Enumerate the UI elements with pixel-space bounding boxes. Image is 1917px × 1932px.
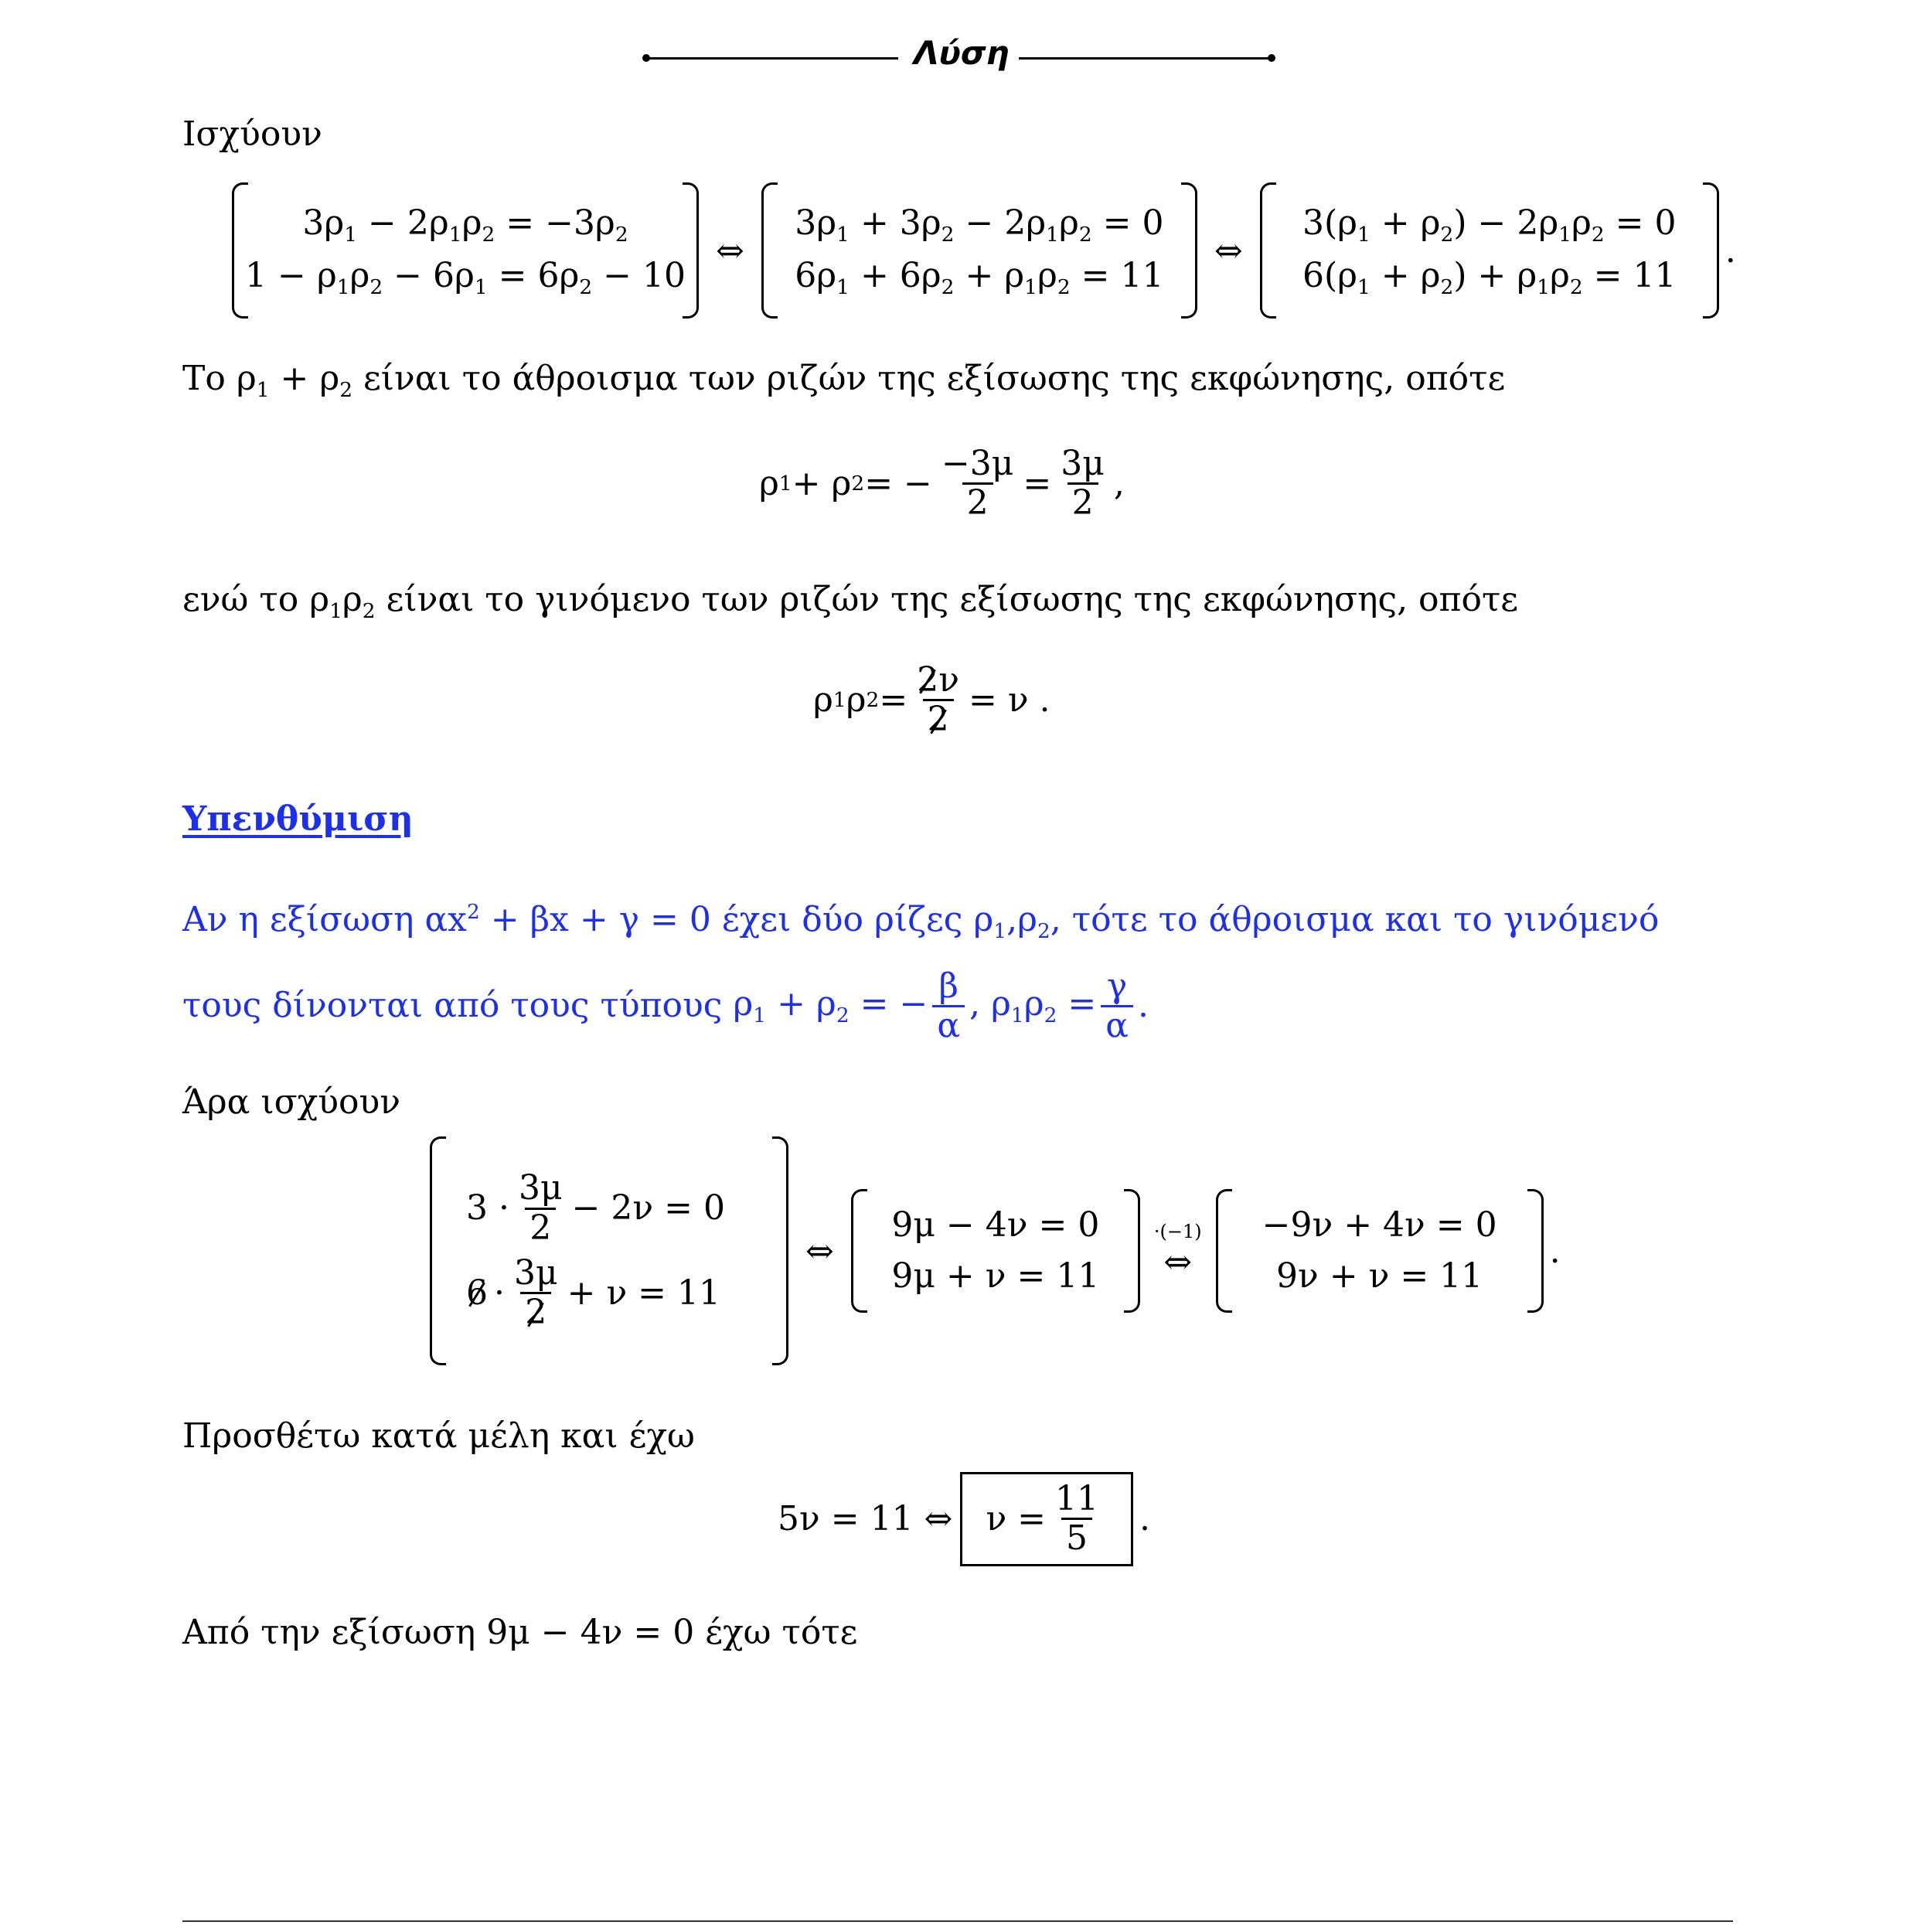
iff-symbol: ⇔ bbox=[1214, 230, 1243, 271]
header-dot-right bbox=[1268, 54, 1275, 62]
header-rule-left bbox=[646, 57, 898, 60]
reminder-title: Υπενθύμιση bbox=[182, 799, 414, 839]
header-rule-right bbox=[1019, 57, 1271, 60]
paragraph-5: Προσθέτω κατά μέλη και έχω bbox=[182, 1416, 695, 1456]
system-2: 3 · $\frac{3\mu}{2}$ − 2ν = 0 6 · $\frac{3\mu}{2}$ + ν = 11 ⇔ 9μ − 4ν = 0 9μ + ν = 11 ·(−1) ⇔ −9ν + 4ν = 0 9ν + ν = 11 . bbox=[430, 1136, 1561, 1365]
header-title: Λύση bbox=[914, 34, 1010, 72]
system-1: $3\rho_1 - 2\rho_1\rho_2 = -3\rho_2$ $1 - \rho_1\rho_2 - 6\rho_1 = 6\rho_2 - 10$ ⇔ $3\rho_1 + 3\rho_2 - 2\rho_1\rho_2 = 0$ $6\rho_1 + 6\rho_2 + \rho_1\rho_2 = 11$ ⇔ $3(\rho_1 + \rho_2) - 2\rho_1\rho_2 = 0$ $6(\rho_1 + \rho_2) + \rho_1\rho_2 = 11$ . bbox=[232, 182, 1736, 319]
boxed-result: ν = $\frac{11}{5}$ bbox=[960, 1472, 1133, 1566]
reminder-line-2: τους δίνονται από τους τύπους $\rho_1 + \rho_2$ = − $\frac{\beta}{\alpha}$ , $\rho_1\rho_2$ = $\frac{\gamma}{\alpha}$ . bbox=[182, 966, 1149, 1046]
paragraph-3: ενώ το $\rho_1\rho_2$ είναι το γινόμενο των ριζών της εξίσωσης της εκφώνησης, οπότε bbox=[182, 580, 1519, 624]
iff-symbol: ⇔ bbox=[805, 1231, 834, 1271]
paragraph-1: Ισχύουν bbox=[182, 114, 322, 154]
paragraph-4: Άρα ισχύουν bbox=[182, 1082, 401, 1122]
equation-sum-of-roots: ρ 1 + ρ 2 = − $\frac{-3\mu}{2}$ = $\frac{3\mu}{2}$ , bbox=[759, 444, 1125, 523]
paragraph-6: Από την εξίσωση 9μ − 4ν = 0 έχω τότε bbox=[182, 1613, 858, 1652]
iff-symbol: ⇔ bbox=[716, 230, 744, 271]
footer-rule bbox=[182, 1920, 1733, 1922]
reminder-line-1: Αν η εξίσωση $\alpha x^2 + \beta x + \gamma = 0$ έχει δύο ρίζες $\rho_1,\rho_2$, τότε το άθροισμα και το γινόμενό bbox=[182, 900, 1660, 944]
equation-result: 5ν = 11 ⇔ ν = $\frac{11}{5}$ . bbox=[778, 1472, 1150, 1566]
operation-label: ·(−1) bbox=[1153, 1220, 1202, 1242]
paragraph-2: Το $\rho_1 + \rho_2$ είναι το άθροισμα των ριζών της εξίσωσης της εκφώνησης, οπότε bbox=[182, 359, 1506, 403]
equation-product-of-roots: ρ 1 ρ 2 = $\frac{2\nu}{2}$ = ν . bbox=[813, 660, 1050, 740]
